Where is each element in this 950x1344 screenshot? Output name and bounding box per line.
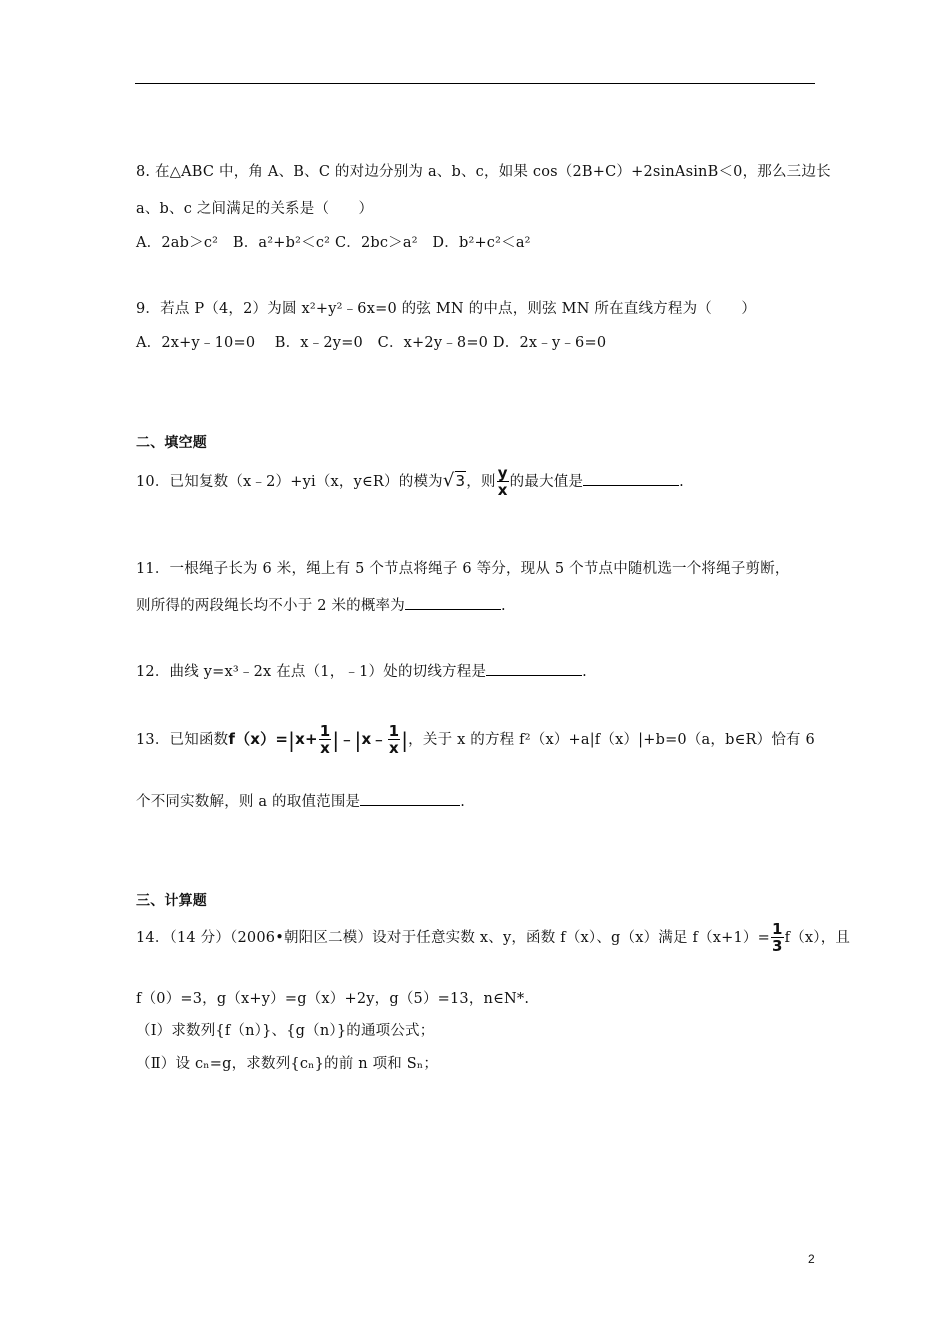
q11-answer-blank (405, 608, 501, 610)
q10-pre: 10．已知复数（x﹣2）+yi（x，y∈R）的模为 (136, 474, 443, 490)
q13-end: . (460, 794, 466, 810)
abs-bar-icon: | (332, 728, 340, 752)
q8-options: A．2ab＞c² B．a²+b²＜c² C．2bc＞a² D．b²+c²＜a² (136, 235, 531, 251)
q13-frac1-den: x (320, 739, 331, 757)
q14-line3: （Ⅰ）求数列{f（n）}、{g（n）}的通项公式； (136, 1023, 435, 1039)
q13-frac1-num: 1 (319, 722, 331, 740)
abs-bar-icon: | (354, 728, 362, 752)
sqrt-icon: √3 (442, 470, 466, 491)
q14-frac-num: 1 (771, 920, 783, 938)
q13-answer-blank (360, 804, 460, 806)
q8-line2: a、b、c 之间满足的关系是（ ） (136, 201, 374, 217)
q13-frac2-num: 1 (388, 722, 400, 740)
q11-end: . (500, 598, 506, 614)
q12-pre: 12．曲线 y=x³﹣2x 在点（1，﹣1）处的切线方程是 (136, 664, 487, 680)
q10-fraction (497, 466, 509, 498)
q14-line4: （Ⅱ）设 cₙ=g，求数列{cₙ}的前 n 项和 Sₙ； (136, 1056, 439, 1072)
q10-mid: ，则 (466, 474, 496, 490)
q13-minus: ﹣ (339, 730, 355, 748)
q10-end: . (679, 474, 684, 490)
abs-bar-icon: | (401, 728, 409, 752)
q13-fx: f（x）= (228, 730, 289, 748)
q13-line2 (136, 790, 465, 811)
section-calculation-heading: 三、计算题 (136, 893, 207, 909)
q14-line1-pre: 14．（14 分）（2006•朝阳区二模）设对于任意实数 x、y，函数 f（x）、g（x）满足 f（x+1）= (136, 930, 770, 946)
q13-fraction-2 (388, 724, 401, 756)
q8-line1: 8. 在△ABC 中，角 A、B、C 的对边分别为 a、b、c，如果 cos（2B+C）+2sinAsinB＜0，那么三边长 (136, 164, 831, 180)
q14-line2: f（0）=3，g（x+y）=g（x）+2y，g（5）=13，n∈N*. (136, 991, 530, 1007)
q9-line1: 9．若点 P（4，2）为圆 x²+y²﹣6x=0 的弦 MN 的中点，则弦 MN 所在直线方程为（ ） (136, 301, 757, 317)
q12-line (136, 660, 587, 681)
q13-line1 (136, 724, 815, 756)
q10-frac-den: x (497, 481, 508, 499)
q13-pre: 13．已知函数 (136, 732, 229, 748)
q13-frac2-den: x (388, 739, 399, 757)
q14-fraction (771, 922, 784, 954)
q14-frac-den: 3 (771, 937, 783, 955)
q10-answer-blank (583, 484, 679, 486)
page-number: 2 (808, 1252, 815, 1266)
q10-post: 的最大值是 (509, 474, 584, 490)
q10-frac-num: y (497, 464, 508, 482)
q11-line1: 11．一根绳子长为 6 米，绳上有 5 个节点将绳子 6 等分，现从 5 个节点中随机选一个将绳子剪断， (136, 561, 790, 577)
q13-post: ，关于 x 的方程 f²（x）+a|f（x）|+b=0（a，b∈R）恰有 6 (408, 732, 815, 748)
q13-x-plus: x+ (295, 730, 318, 748)
q12-end: . (582, 664, 587, 680)
abs-bar-icon: | (288, 728, 296, 752)
q14-line1-post: f（x），且 (784, 930, 851, 946)
q10-line (136, 466, 684, 498)
q11-line2 (136, 594, 506, 615)
q12-answer-blank (486, 674, 582, 676)
header-rule (135, 83, 815, 84)
q9-options: A．2x+y﹣10=0 B．x﹣2y=0 C．x+2y﹣8=0 D．2x﹣y﹣6=0 (136, 335, 607, 351)
q11-line2-pre: 则所得的两段绳长均不小于 2 米的概率为 (136, 598, 405, 614)
section-fill-in-heading: 二、填空题 (136, 435, 207, 451)
q14-line1 (136, 922, 850, 954)
q13-line2-pre: 个不同实数解，则 a 的取值范围是 (136, 794, 361, 810)
q13-x-minus: x﹣ (361, 730, 387, 748)
q10-sqrt-value: 3 (455, 472, 466, 490)
q13-fraction-1 (319, 724, 332, 756)
